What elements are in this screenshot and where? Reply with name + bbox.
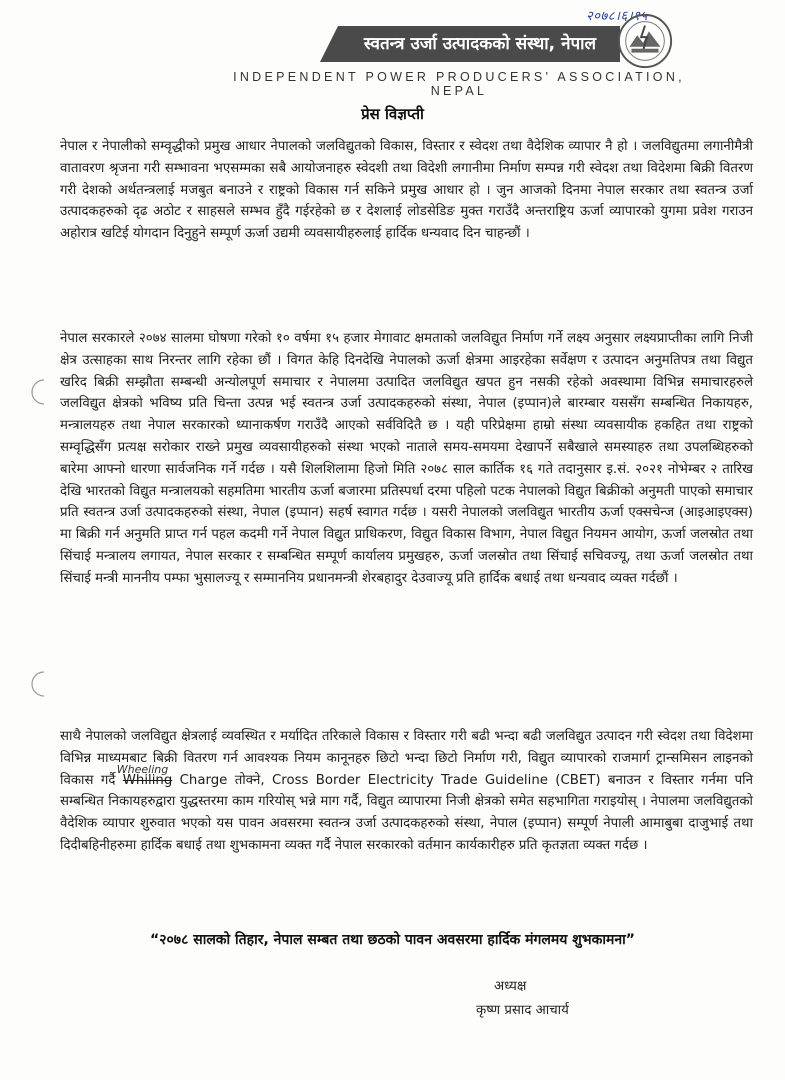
paragraph-3-part-1: साथै नेपालको जलविद्युत क्षेत्रलाई व्यवस्थित र मर्यादित तरिकाले विकास र विस्तार गरी बढी भन्दा बढी जलविद्युत उत्पादन गरी स्वेदश तथा विदेशमा विभिन्न माध्यमबाट बिक्री वितरण गर्न आवश्यक नियम कानूनहरु छिटो भन्दा छिटो निर्माण गरी, विद्युत व्यापारको राजमार्ग ट्रान्समिसन लाइनको विकास गर्दै [60,729,753,788]
org-name-nepali: स्वतन्त्र उर्जा उत्पादकको संस्था, नेपाल [363,34,597,54]
paragraph-3 [60,726,753,857]
signatory-name: कृष्ण प्रसाद आचार्य [476,1003,569,1018]
festival-greeting: “२०७८ सालको तिहार, नेपाल सम्बत तथा छठको पावन अवसरमा हार्दिक मंगलमय शुभकामना” [150,932,635,948]
struck-word: Whiling [122,772,173,788]
punch-hole-mark [24,378,46,406]
corrected-word [116,762,173,788]
ippan-logo-icon [616,12,674,70]
handwritten-correction: Wheeling [116,762,169,776]
punch-hole-mark [24,670,46,698]
paragraph-3-part-2: Charge तोक्ने, Cross Border Electricity Trade Guideline (CBET) बनाउन र विस्तार गर्नमा पनि सम्बन्धित निकायहरुद्वारा युद्धस्तरमा काम गरियोस् भन्ने माग गर्दै, विद्युत व्यापारमा निजी क्षेत्रको समेत सहभागिता गराइयोस् । नेपालमा जलविद्युतको वैदेशिक व्यापार शुरुवात भएको यस पावन अवसरमा स्वतन्त्र उर्जा उत्पादकहरुको संस्था, नेपाल (इप्पान) सम्पूर्ण नेपाली आमाबुबा दाजुभाई तथा दिदीबहिनीहरुमा हार्दिक बधाई तथा शुभकामना व्यक्त गर्दै नेपाल सरकारको वर्तमान कार्यकारीहरु प्रति कृतज्ञता व्यक्त गर्दछ । [60,772,753,853]
paragraph-1: नेपाल र नेपालीको सम्वृद्धीको प्रमुख आधार नेपालको जलविद्युतको विकास, विस्तार र स्वेदश तथा वैदेशिक व्यापार नै हो । जलविद्युतमा लगानीमैत्री वातावरण श्रृजना गरी सम्भावना भएसम्मका सबै आयोजनाहरु स्वेदशी तथा विदेशी लगानीमा निर्माण सम्पन्न गरी स्वेदश तथा विदेशमा बिक्री वितरण गरी देशको अर्थतन्त्रलाई मजबुत बनाउने र राष्ट्रको विकास गर्न सकिने प्रमुख आधार हो । जुन आजको दिनमा नेपाल सरकार तथा स्वतन्त्र उर्जा उत्पादकहरुको दृढ अठोट र साहसले सम्भव हुँदै गईरहेको छ र देशलाई लोडसेडिङ मुक्त गराउँदै अन्तराष्ट्रिय ऊर्जा व्यापारको युगमा प्रवेश गराउन अहोरात्र खटिई योगदान दिनुहुने सम्पूर्ण ऊर्जा उद्यमी व्यवसायीहरुलाई हार्दिक धन्यवाद दिन चाहन्छौं । [60,139,753,242]
signatory-designation: अध्यक्ष [494,979,527,994]
handwritten-reference-number: २०७८।६।१५ [586,9,648,24]
paragraph-2: नेपाल सरकारले २०७४ सालमा घोषणा गरेको १० वर्षमा १५ हजार मेगावाट क्षमताको जलविद्युत निर्माण गर्ने लक्ष्य अनुसार लक्ष्यप्राप्तीका लागि निजी क्षेत्र उत्साहका साथ निरन्तर लागि रहेका छौं । विगत केहि दिनदेखि नेपालको ऊर्जा क्षेत्रमा आइरहेका सर्वेक्षण र उत्पादन अनुमतिपत्र तथा विद्युत खरिद बिक्री सम्झौता सम्बन्धी अन्योलपूर्ण समाचार र नेपालमा उत्पादित जलविद्युत खपत हुन नसकी रहेको अवस्थामा विभिन्न समाचारहरुले जलविद्युत क्षेत्रको भविष्य प्रति चिन्ता उत्पन्न भई स्वतन्त्र उर्जा उत्पादकहरुको संस्था, नेपाल (इप्पान)ले बारम्बार यससँग सम्बन्धित निकायहरु, मन्त्रालयहरु तथा नेपाल सरकारको ध्यानाकर्षण गराउँदै आएको सर्वविदितै छ । यही परिप्रेक्षमा हाम्रो संस्था व्यवसायीक हकहित तथा राष्ट्रको सम्वृद्धिसँग प्रत्यक्ष सरोकार राख्ने प्रमुख व्यवसायीहरुको संस्था भएको नाताले समय-समयमा देखापर्ने सबैखाले समस्याहरु तथा उपलब्धिहरुको बारेमा आफ्नो धारणा सार्वजनिक गर्ने गर्दछ । यसै शिलशिलामा हिजो मिति २०७८ साल कार्तिक १६ गते तदानुसार इ.सं. २०२१ नोभेम्बर २ तारिख देखि भारतको विद्युत मन्त्रालयको सहमतिमा भारतीय ऊर्जा बजारमा प्रतिस्पर्धा दरमा पहिलो पटक नेपालको विद्युत बिक्रीको अनुमती पाएको समाचार प्रति स्वतन्त्र उर्जा उत्पादकहरुको संस्था, नेपाल (इप्पान) सहर्ष स्वागत गर्दछ । यसरी नेपालको जलविद्युत भारतीय ऊर्जा एक्सचेन्ज (आइआइएक्स) मा बिक्री गर्न अनुमति प्राप्त गर्न पहल कदमी गर्ने नेपाल विद्युत प्राधिकरण, विद्युत विकास विभाग, नेपाल विद्युत नियमन आयोग, ऊर्जा जलस्रोत तथा सिंचाई मन्त्रालय लगायत, नेपाल सरकार र सम्बन्धित सम्पूर्ण कार्यालय प्रमुखहरु, ऊर्जा जलस्रोत तथा सिंचाई सचिवज्यू, तथा ऊर्जा जलस्रोत तथा सिंचाई मन्त्री माननीय पम्फा भुसालज्यू र सम्माननिय प्रधानमन्त्री शेरबहादुर देउवाज्यू प्रति हार्दिक बधाई तथा धन्यवाद व्यक्त गर्दछौं । [60,331,753,586]
org-name-english: INDEPENDENT POWER PRODUCERS' ASSOCIATION, NEPAL [233,70,685,98]
document-title: प्रेस विज्ञप्ती [361,105,424,123]
